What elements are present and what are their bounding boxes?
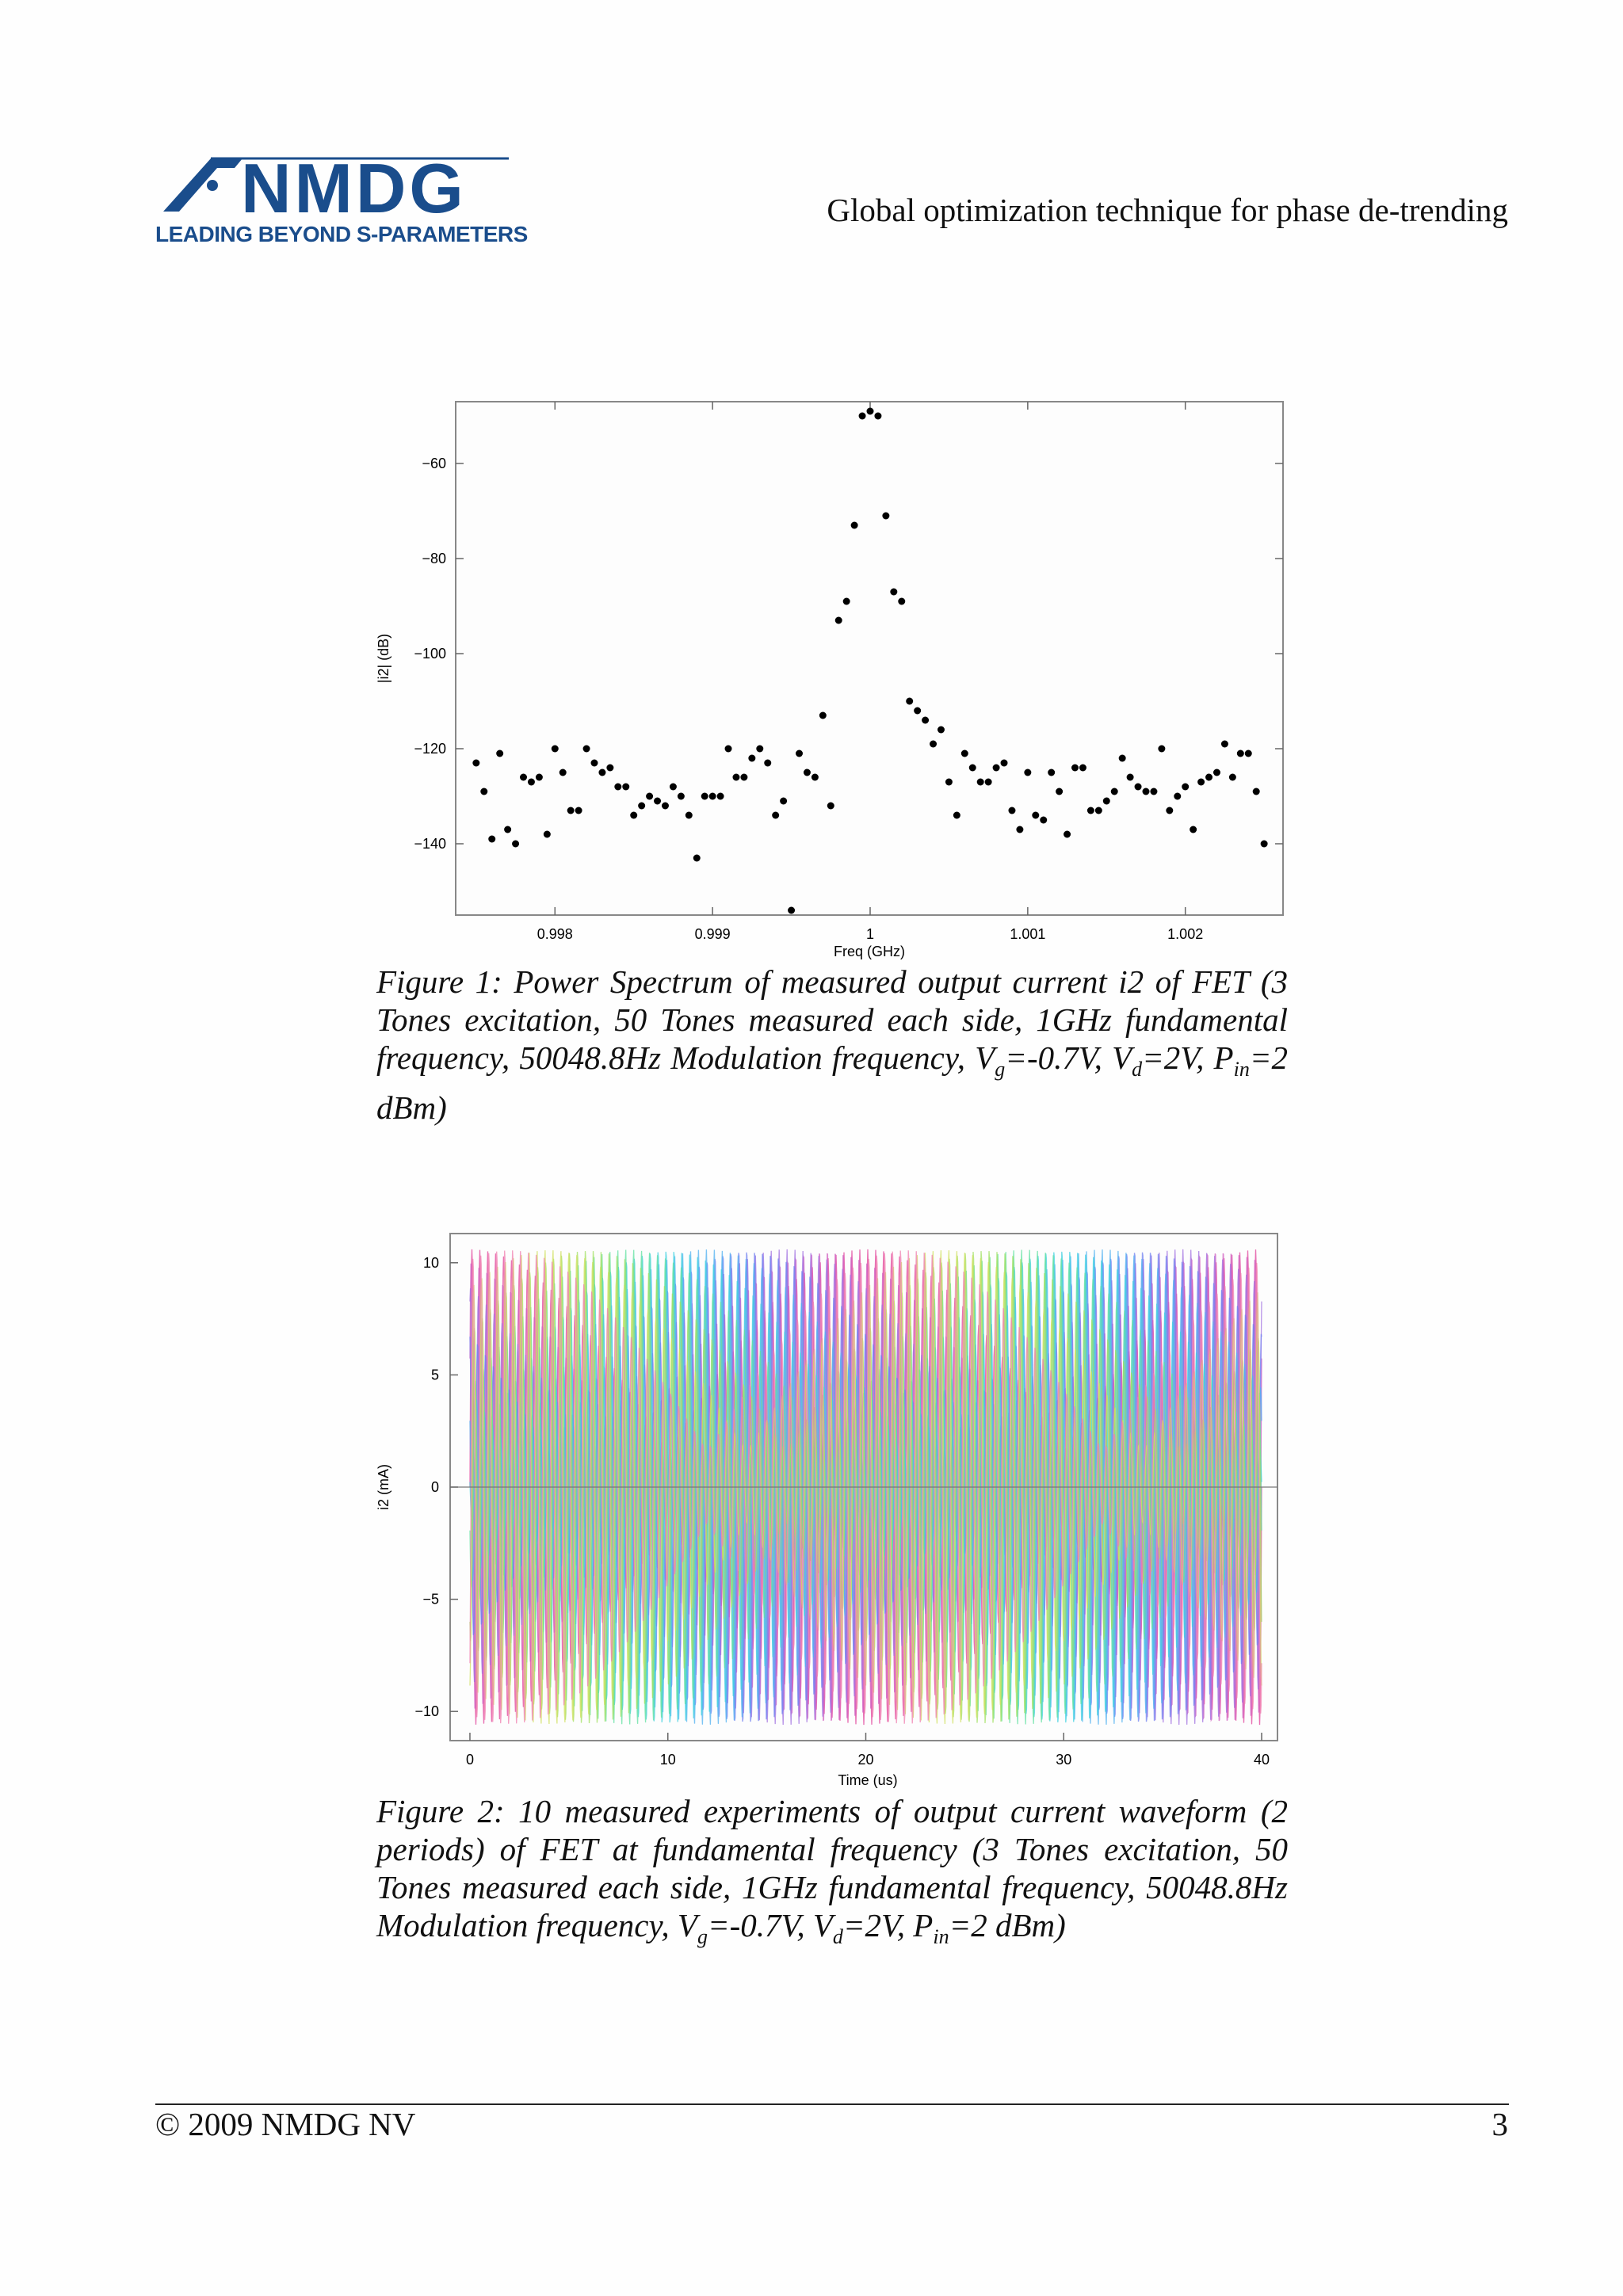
chart1-data-point	[1119, 755, 1126, 762]
chart1-data-point	[819, 712, 827, 719]
figure-2-caption: Figure 2: 10 measured experiments of output current waveform (2 periods) of FET at fundamental frequency (3 Tones excitation, 50 Tones measured each side, 1GHz fundamental frequency, 50048.8Hz Modulation frequency, $V_g=-0.7V$, $V_d=2V$, $P_{in}=2$ dBm)	[376, 1793, 1288, 1949]
chart2-x-tick-label: 30	[1056, 1752, 1072, 1768]
chart1-y-tick-label: −140	[414, 836, 446, 852]
chart1-data-point	[520, 774, 527, 781]
chart1-data-point	[780, 798, 787, 805]
chart1-data-point	[480, 788, 487, 795]
chart1-x-tick-label: 0.998	[537, 926, 573, 942]
chart1-data-point	[567, 807, 575, 814]
chart1-data-point	[922, 717, 929, 724]
chart1-x-tick-label: 1.002	[1167, 926, 1204, 942]
chart1-y-tick-label: −60	[422, 456, 446, 471]
chart1-data-point	[969, 765, 976, 772]
chart1-data-point	[961, 750, 968, 757]
chart1-data-point	[993, 765, 1000, 772]
chart1-data-point	[544, 831, 551, 838]
page-header-title: Global optimization technique for phase de-trending	[827, 192, 1508, 228]
chart1-data-point	[945, 779, 953, 786]
chart1-data-point	[512, 841, 519, 848]
chart1-data-point	[1095, 807, 1102, 814]
logo-name: NMDG	[241, 149, 467, 227]
logo-tagline: LEADING BEYOND S-PARAMETERS	[155, 222, 528, 246]
chart1-data-point	[764, 760, 771, 767]
chart1-data-point	[859, 413, 866, 420]
chart1-data-point	[1166, 807, 1173, 814]
chart1-data-point	[496, 750, 503, 757]
chart2-y-tick-label: 0	[430, 1479, 439, 1495]
chart1-data-point	[670, 784, 677, 791]
chart1-data-point	[1111, 788, 1118, 795]
footer-copyright: © 2009 NMDG NV	[155, 2106, 416, 2142]
chart1-data-point	[812, 774, 819, 781]
figure-2	[365, 1224, 1292, 1798]
chart2-y-tick-label: 10	[422, 1254, 439, 1271]
chart1-x-axis-label: Freq (GHz)	[834, 944, 905, 959]
chart1-data-point	[1071, 765, 1079, 772]
chart1-data-point	[985, 779, 992, 786]
chart1-data-point	[1127, 774, 1134, 781]
chart1-data-point	[740, 774, 747, 781]
chart1-data-point	[598, 769, 605, 776]
chart1-x-tick-label: 1.001	[1010, 926, 1046, 942]
chart1-data-point	[1064, 831, 1071, 838]
chart1-data-point	[630, 812, 637, 819]
chart1-data-point	[575, 807, 582, 814]
chart1-data-point	[606, 765, 613, 772]
chart2-x-tick-label: 10	[659, 1752, 676, 1768]
chart1-data-point	[756, 746, 763, 753]
chart1-data-point	[1213, 769, 1220, 776]
chart1-data-point	[930, 741, 937, 748]
chart2-y-axis-label: i2 (mA)	[376, 1464, 391, 1510]
chart1-x-tick-label: 1	[865, 926, 875, 942]
chart1-data-point	[1245, 750, 1252, 757]
chart1-data-point	[488, 836, 495, 843]
chart1-data-point	[678, 793, 685, 800]
chart1-data-point	[1190, 826, 1197, 833]
chart1-data-point	[1205, 774, 1212, 781]
chart1-data-point	[583, 746, 590, 753]
chart1-data-point	[732, 774, 739, 781]
chart1-data-point	[638, 803, 645, 810]
chart1-data-point	[646, 793, 653, 800]
chart1-data-point	[1197, 779, 1205, 786]
chart1-data-point	[1024, 769, 1031, 776]
chart1-data-point	[827, 803, 834, 810]
chart1-data-point	[725, 746, 732, 753]
figure-1-caption: Figure 1: Power Spectrum of measured output current i2 of FET (3 Tones excitation, 50 Tones measured each side, 1GHz fundamental frequency, 50048.8Hz Modulation frequency, $V_g=-0.7V$, $V_d=2V$, $P_{in}=2$ dBm)	[376, 963, 1288, 1127]
waveform-chart	[365, 1224, 1292, 1798]
chart1-data-point	[1221, 741, 1228, 748]
nmdg-logo	[155, 149, 528, 247]
chart1-data-point	[977, 779, 984, 786]
chart1-data-point	[1087, 807, 1094, 814]
chart1-data-point	[835, 617, 842, 624]
chart1-data-point	[1182, 784, 1189, 791]
chart1-data-point	[788, 907, 795, 914]
chart1-data-point	[717, 793, 724, 800]
chart1-data-point	[874, 413, 881, 420]
chart1-data-point	[866, 408, 873, 415]
chart1-data-point	[1237, 750, 1244, 757]
chart1-data-point	[709, 793, 716, 800]
chart1-data-point	[1040, 817, 1047, 824]
chart1-data-point	[1008, 807, 1015, 814]
chart1-data-point	[614, 784, 621, 791]
chart1-data-point	[882, 513, 889, 520]
chart1-data-point	[748, 755, 755, 762]
chart2-x-tick-label: 40	[1254, 1752, 1270, 1768]
chart1-data-point	[1253, 788, 1260, 795]
chart1-data-point	[1048, 769, 1055, 776]
chart1-data-point	[662, 803, 669, 810]
chart1-data-point	[1174, 793, 1181, 800]
chart1-data-point	[938, 727, 945, 734]
chart1-data-point	[693, 855, 701, 862]
chart1-data-point	[1261, 841, 1268, 848]
chart2-y-tick-label: −5	[422, 1591, 439, 1608]
chart1-data-point	[1142, 788, 1149, 795]
chart1-data-point	[552, 746, 559, 753]
chart1-data-point	[1229, 774, 1236, 781]
chart1-data-point	[804, 769, 811, 776]
chart1-plot-frame	[456, 402, 1283, 915]
chart1-data-point	[1158, 746, 1165, 753]
chart1-data-point	[953, 812, 960, 819]
chart1-data-point	[1056, 788, 1063, 795]
chart1-data-point	[1032, 812, 1039, 819]
page-number: 3	[1491, 2106, 1508, 2142]
chart1-x-tick-label: 0.999	[694, 926, 731, 942]
chart1-data-point	[559, 769, 567, 776]
chart1-data-point	[843, 598, 850, 605]
chart1-data-point	[1103, 798, 1110, 805]
chart2-y-tick-label: −10	[414, 1703, 439, 1720]
chart1-data-point	[906, 698, 913, 705]
chart1-data-point	[1150, 788, 1157, 795]
chart1-data-point	[1016, 826, 1023, 833]
chart1-data-point	[701, 793, 708, 800]
chart1-y-axis-label: |i2| (dB)	[376, 633, 391, 684]
chart1-data-point	[622, 784, 629, 791]
chart1-data-point	[1135, 784, 1142, 791]
chart2-x-axis-label: Time (us)	[838, 1772, 898, 1788]
chart2-y-tick-label: 5	[430, 1367, 439, 1383]
chart1-y-tick-label: −80	[422, 551, 446, 566]
chart1-data-point	[528, 779, 535, 786]
chart1-data-point	[1079, 765, 1086, 772]
chart1-data-point	[851, 522, 858, 529]
chart1-data-point	[1001, 760, 1008, 767]
chart1-data-point	[685, 812, 693, 819]
chart1-y-tick-label: −100	[414, 646, 446, 662]
figure-1	[365, 392, 1292, 959]
chart1-data-point	[898, 598, 905, 605]
chart1-data-point	[654, 798, 661, 805]
chart2-x-tick-label: 20	[857, 1752, 874, 1768]
chart1-data-point	[772, 812, 779, 819]
chart1-data-point	[796, 750, 803, 757]
chart1-data-point	[890, 589, 897, 596]
chart1-data-point	[504, 826, 511, 833]
power-spectrum-chart	[365, 392, 1292, 959]
chart2-x-tick-label: 0	[465, 1752, 474, 1768]
chart1-y-tick-label: −120	[414, 741, 446, 757]
chart1-data-point	[914, 707, 921, 715]
chart1-data-point	[472, 760, 479, 767]
chart1-data-point	[536, 774, 543, 781]
chart1-data-point	[590, 760, 598, 767]
